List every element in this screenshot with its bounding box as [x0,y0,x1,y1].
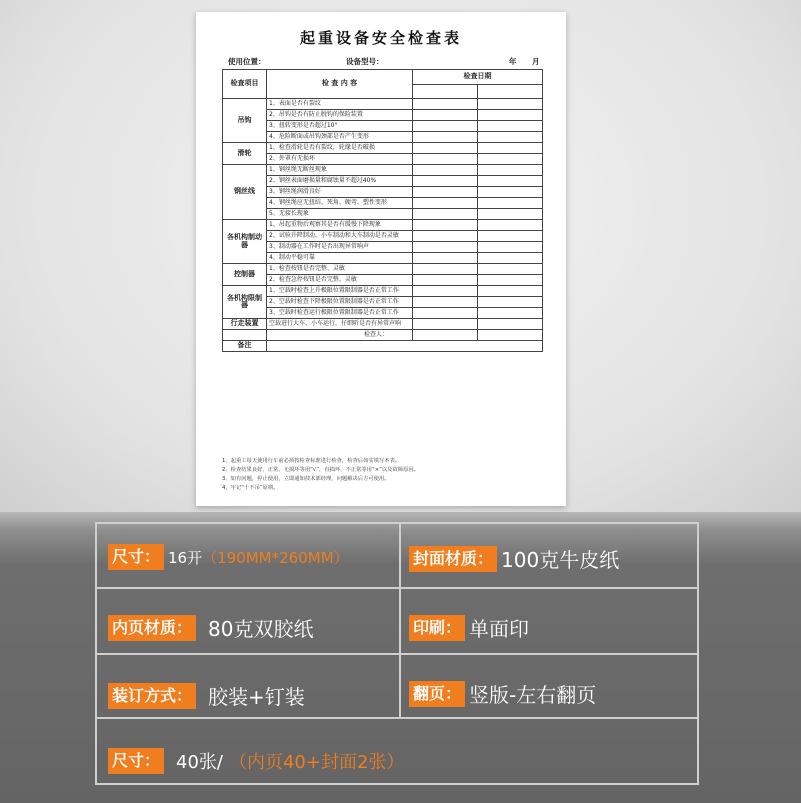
table-row [223,253,543,264]
result-cell[interactable] [413,319,478,330]
remark-row [223,341,543,352]
model-label: 设备型号： [346,57,384,66]
table-row [223,132,543,143]
size-detail: （190MM*260MM） [202,548,349,567]
check-item: 2、空载时检查下降极限位置限制器是否正常工作 [267,297,413,308]
result-cell[interactable] [413,297,478,308]
sheet-title: 起重设备安全检查表 [299,29,462,47]
spec-panel [95,522,699,785]
date-cell[interactable] [478,84,543,99]
result-cell[interactable] [413,286,478,297]
check-item: 4、危险断面或吊钩颈部是否产生变形 [267,132,413,143]
date-cell[interactable] [413,84,478,99]
result-cell[interactable] [413,275,478,286]
table-row [223,209,543,220]
blank-cell [223,330,267,341]
check-item: 2、外罩有无损坏 [267,154,413,165]
table-row [223,99,543,110]
check-item: 3、制动器在工作时是否出现异常响声 [267,242,413,253]
inspector-row [223,330,543,341]
inspector-label: 检查人： [267,330,413,341]
check-item: 1、表面是否有裂纹 [267,99,413,110]
panel-divider [97,717,697,719]
count-badge: 尺寸： [108,748,164,774]
table-row [223,121,543,132]
result-cell[interactable] [478,308,543,319]
table-row [223,154,543,165]
remark-field[interactable] [267,341,543,352]
table-row [223,264,543,275]
result-cell[interactable] [478,110,543,121]
result-cell[interactable] [413,132,478,143]
print-value: 单面印 [469,617,530,641]
table-row [223,231,543,242]
result-cell[interactable] [478,242,543,253]
spec-count [108,748,404,774]
spec-print [409,613,529,642]
result-cell[interactable] [413,264,478,275]
check-item: 3、钢丝绳润滑良好 [267,187,413,198]
check-item: 2、试验升降制动、小车制动和大车制动是否灵敏 [267,231,413,242]
result-cell[interactable] [478,253,543,264]
table-row [223,308,543,319]
panel-divider [97,653,697,655]
spec-inner [108,613,313,642]
result-cell[interactable] [413,165,478,176]
category-cell: 滑轮 [223,143,267,165]
result-cell[interactable] [478,154,543,165]
result-cell[interactable] [413,231,478,242]
size-badge: 尺寸： [108,544,164,570]
result-cell[interactable] [478,121,543,132]
result-cell[interactable] [478,99,543,110]
table-row [223,319,543,330]
table-row [223,165,543,176]
result-cell[interactable] [413,110,478,121]
check-item: 4、钢丝绳应无扭结、死角、硬弯、塑性变形 [267,198,413,209]
result-cell[interactable] [478,187,543,198]
table-row [223,275,543,286]
category-cell: 控制器 [223,264,267,286]
header-date: 检查日期 [413,70,543,85]
binding-value: 胶装+钉装 [208,685,305,709]
inspection-table [222,69,543,352]
panel-divider [399,524,401,719]
result-cell[interactable] [478,143,543,154]
result-cell[interactable] [478,220,543,231]
category-cell: 各机构限制器 [223,286,267,319]
table-row [223,176,543,187]
result-cell[interactable] [413,209,478,220]
result-cell[interactable] [478,176,543,187]
table-row [223,110,543,121]
signature-cell[interactable] [413,330,478,341]
count-value: 40张/ [176,752,223,773]
result-cell[interactable] [413,121,478,132]
note-line: 2、检查结果良好、正常、无损坏等用“√”，有损坏、不正常等用“×”以及故障原因。 [222,467,419,473]
inspection-sheet [196,12,566,506]
result-cell[interactable] [478,264,543,275]
result-cell[interactable] [413,176,478,187]
inner-value: 80克双胶纸 [208,617,314,641]
category-cell: 钢丝线 [223,165,267,220]
result-cell[interactable] [413,242,478,253]
notes-block [222,457,542,493]
result-cell[interactable] [478,132,543,143]
category-cell: 各机构制动器 [223,220,267,264]
check-item: 1、吊起重物后观察其是否有缓慢下降现象 [267,220,413,231]
check-item: 2、检查急停按钮是否完整、灵敏 [267,275,413,286]
cover-badge: 封面材质： [409,546,497,572]
result-cell[interactable] [413,187,478,198]
result-cell[interactable] [478,198,543,209]
location-label: 使用位置： [228,57,266,66]
table-row [223,143,543,154]
result-cell[interactable] [413,220,478,231]
result-cell[interactable] [478,165,543,176]
header-content: 检 查 内 容 [267,70,413,99]
cover-value: 100克牛皮纸 [501,548,620,572]
table-row [223,198,543,209]
size-value: 16开 [168,548,203,567]
result-cell[interactable] [478,209,543,220]
check-item: 1、检查按钮是否完整、灵敏 [267,264,413,275]
check-item: 4、制动平稳可靠 [267,253,413,264]
category-cell: 吊钩 [223,99,267,143]
panel-divider [97,587,697,589]
check-item: 2、钢丝表面磨损量和腐蚀量不超过40% [267,176,413,187]
inner-badge: 内页材质： [108,615,196,641]
signature-cell[interactable] [478,330,543,341]
remark-label: 备注 [223,341,267,352]
spec-cover [409,544,619,573]
spec-binding [108,681,305,710]
check-item: 5、无接长现象 [267,209,413,220]
result-cell[interactable] [413,253,478,264]
result-cell[interactable] [413,154,478,165]
print-badge: 印刷： [409,615,465,641]
check-item: 1、钢丝绳无断丝现象 [267,165,413,176]
binding-badge: 装订方式： [108,683,196,709]
result-cell[interactable] [478,319,543,330]
check-item: 3、空载时检查运行极限位置限制器是否正常工作 [267,308,413,319]
result-cell[interactable] [478,231,543,242]
result-cell[interactable] [413,143,478,154]
check-item: 空载进行大车、小车运行，仔细听是否有异常声响 [267,319,413,330]
year-label: 年 [509,57,517,66]
result-cell[interactable] [413,308,478,319]
table-row [223,187,543,198]
result-cell[interactable] [413,198,478,209]
spec-flip [409,679,596,708]
result-cell[interactable] [478,275,543,286]
result-cell[interactable] [478,286,543,297]
result-cell[interactable] [478,297,543,308]
check-item: 3、扭转变形是否超过10° [267,121,413,132]
flip-badge: 翻页： [409,681,465,707]
note-line: 1、起重工每天使用行车前必须按检查标准进行检查，检查后如实填写本表。 [222,458,401,464]
check-item: 1、检查滑轮是否有裂纹，轮缘是否破损 [267,143,413,154]
table-row [223,297,543,308]
month-label: 月 [532,57,540,66]
header-category: 检查项目 [223,70,267,99]
check-item: 2、吊钩是否有防止脱钩的保险装置 [267,110,413,121]
flip-value: 竖版-左右翻页 [469,683,597,707]
table-row [223,286,543,297]
spec-size [108,544,349,570]
check-item: 1、空载时检查上升极限位置限制器是否正常工作 [267,286,413,297]
note-line: 4、牢记“十不吊”原则。 [222,485,279,491]
count-detail: （内页40+封面2张） [228,752,405,773]
result-cell[interactable] [413,99,478,110]
category-cell: 行走装置 [223,319,267,330]
table-row [223,220,543,231]
note-line: 3、如有问题，停止使用，立即通知技术部经理，问题解决后方可使用。 [222,476,390,482]
table-row [223,242,543,253]
